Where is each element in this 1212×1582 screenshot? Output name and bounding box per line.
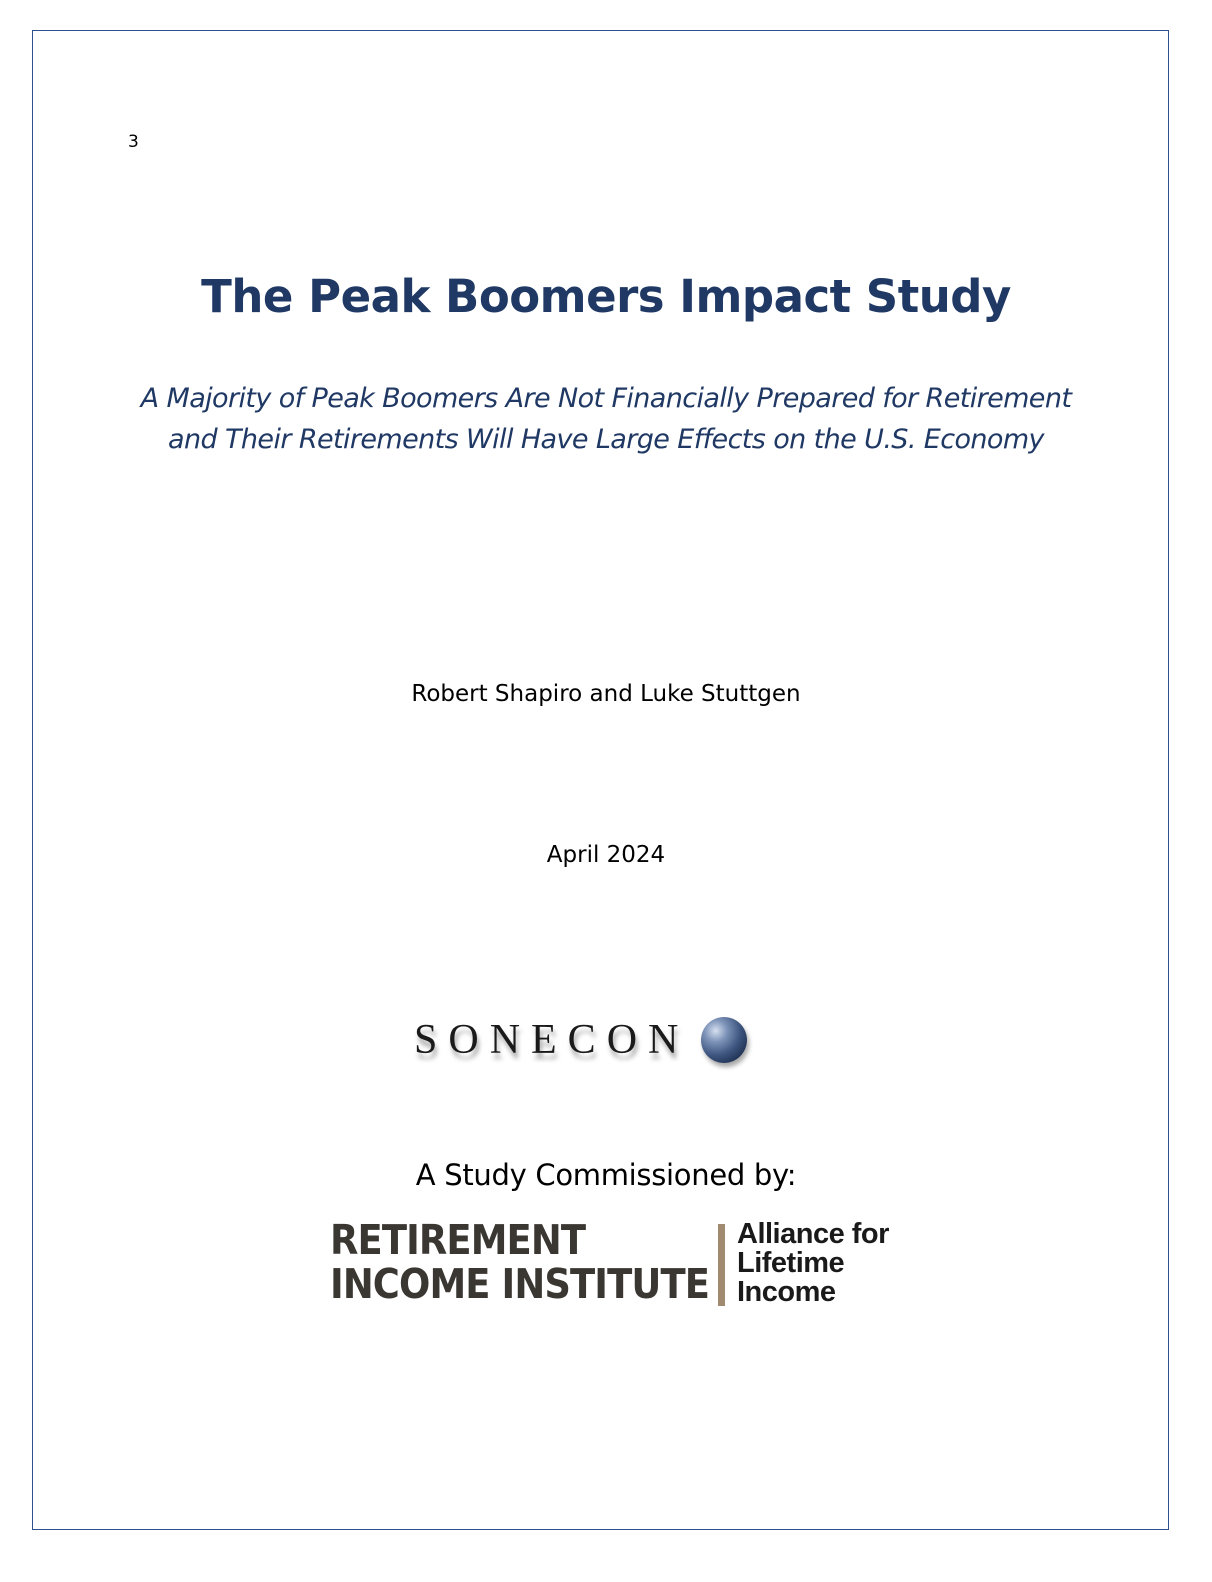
globe-icon bbox=[701, 1017, 747, 1063]
alliance-logo-line: Alliance for bbox=[737, 1218, 889, 1250]
sonecon-logo bbox=[414, 1012, 747, 1068]
alliance-logo-line: Lifetime bbox=[737, 1247, 845, 1279]
document-subtitle bbox=[0, 378, 1212, 460]
subtitle-line: A Majority of Peak Boomers Are Not Financially Prepared for Retirement bbox=[140, 383, 1072, 414]
alliance-for-lifetime-income-logo bbox=[737, 1220, 889, 1307]
document-title: The Peak Boomers Impact Study bbox=[201, 270, 1011, 323]
publication-date: April 2024 bbox=[546, 842, 666, 868]
subtitle-line: and Their Retirements Will Have Large Effects on the U.S. Economy bbox=[168, 424, 1044, 455]
alliance-logo-line: Income bbox=[737, 1276, 836, 1308]
alliance-logo-bar bbox=[718, 1224, 725, 1306]
retirement-income-institute-logo bbox=[330, 1218, 709, 1306]
rii-logo-line: INCOME INSTITUTE bbox=[330, 1260, 710, 1308]
sonecon-wordmark: SONECON bbox=[414, 1017, 690, 1063]
rii-logo-line: RETIREMENT bbox=[330, 1216, 586, 1264]
page-number: 3 bbox=[128, 132, 139, 152]
commissioned-by-label: A Study Commissioned by: bbox=[415, 1158, 797, 1192]
authors: Robert Shapiro and Luke Stuttgen bbox=[411, 681, 801, 707]
